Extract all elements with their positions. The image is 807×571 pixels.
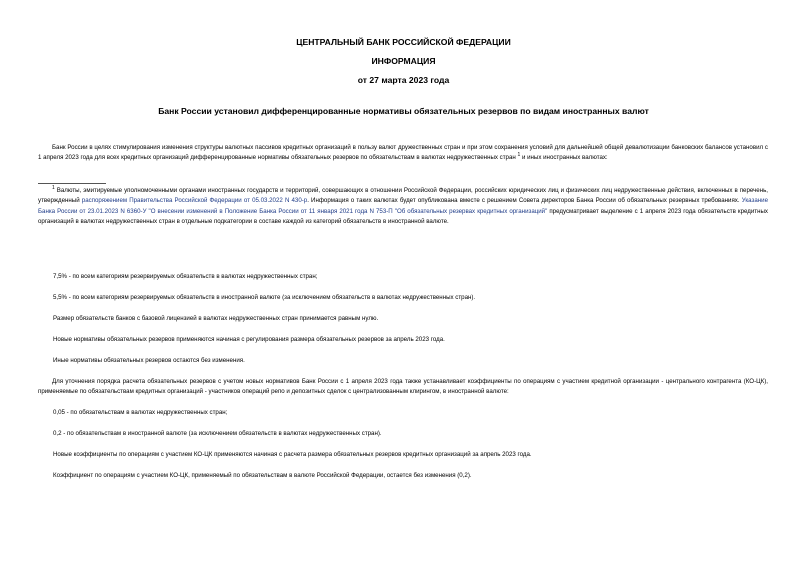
doc-type: ИНФОРМАЦИЯ: [371, 56, 436, 66]
coef-other-foreign: 0,2 - по обязательствам в иностранной валюте (за исключением обязательств в валютах недружественных стран).: [53, 430, 382, 437]
footnote-separator: [38, 183, 106, 184]
footnote: [38, 186, 768, 228]
org-name: ЦЕНТРАЛЬНЫЙ БАНК РОССИЙСКОЙ ФЕДЕРАЦИИ: [296, 37, 511, 47]
other-norms-note: Иные нормативы обязательных резервов остаются без изменения.: [53, 357, 245, 364]
rate-other-foreign: 5,5% - по всем категориям резервируемых обязательств в иностранной валюте (за исключением обязательств в валютах недружественных стран).: [53, 294, 476, 301]
intro-text: Банк России в целях стимулирования изменения структуры валютных пассивов кредитных организаций в пользу валют дружественных стран и при этом сохранения условий для дальнейшей общей девалютизации банковских балансов установил с 1 апреля 2023 года для всех кредитных организаций дифференцированные нормативы обязательных резервов по обязательствам в валютах недружественных стран: [38, 144, 768, 162]
doc-title: Банк России установил дифференцированные нормативы обязательных резервов по видам иностранных валют: [158, 106, 649, 116]
rate-unfriendly: 7,5% - по всем категориям резервируемых обязательств в валютах недружественных стран;: [53, 273, 318, 280]
footnote-mark: 1: [52, 184, 55, 191]
footnote-text-1: Валюты, эмитируемые уполномоченными органами иностранных государств и территорий, совершающих в отношении Российской Федерации, российских юридических лиц и физических лиц недружественные действия, включенных в перечень, утвержденный: [38, 187, 768, 205]
intro-tail: и иных иностранных валютах:: [520, 154, 608, 162]
footnote-link-bank-directive[interactable]: Указание Банка России от 23.01.2023 N 6360-У "О внесении изменений в Положение Банка России от 11 января 2021 года N 753-П "Об обязательных резервах кредитных организаций": [38, 197, 768, 215]
footnote-ref[interactable]: 1: [517, 152, 521, 159]
coef-apply-note: Новые коэффициенты по операциям с участием КО-ЦК применяются начиная с расчета размера обязательных резервов кредитных организаций за апрель 2023 года.: [53, 451, 532, 458]
footnote-text-3: предусматривает выделение с 1 апреля 2023 года обязательств кредитных организаций в валютах недружественных стран в отдельные подкатегории в составе каждой из категорий обязательств в иностранной валюте.: [38, 207, 768, 226]
coef-rub-note: Коэффициент по операциям с участием КО-ЦК, применяемый по обязательствам в валюте Российской Федерации, остается без изменения (0,2).: [53, 472, 472, 479]
coefficients-intro: Для уточнения порядка расчета обязательных резервов с учетом новых нормативов Банк России с 1 апреля 2023 года также устанавливает коэффициенты по операциям с участием кредитной организации - центрального контрагента (КО-ЦК), применяемые по обязательствам кредитных организаций - участников операций репо и депозитных сделок с централизованным клирингом, в иностранной валюте:: [38, 378, 768, 396]
coef-unfriendly: 0,05 - по обязательствам в валютах недружественных стран;: [53, 409, 228, 416]
footnote-link-government-order[interactable]: распоряжением Правительства Российской Федерации от 05.03.2022 N 430-р: [81, 197, 308, 205]
basic-license-note: Размер обязательств банков с базовой лицензией в валютах недружественных стран принимается равным нулю.: [53, 315, 379, 322]
intro-paragraph: [38, 143, 768, 163]
footnote-text-2: . Информация о таких валютах будет опубликована вместе с решением Совета директоров Банка России об обязательных резервных требованиях.: [307, 197, 742, 205]
doc-date: от 27 марта 2023 года: [357, 75, 450, 85]
new-norms-note: Новые нормативы обязательных резервов применяются начиная с регулирования размера обязательных резервов за апрель 2023 года.: [53, 336, 445, 343]
